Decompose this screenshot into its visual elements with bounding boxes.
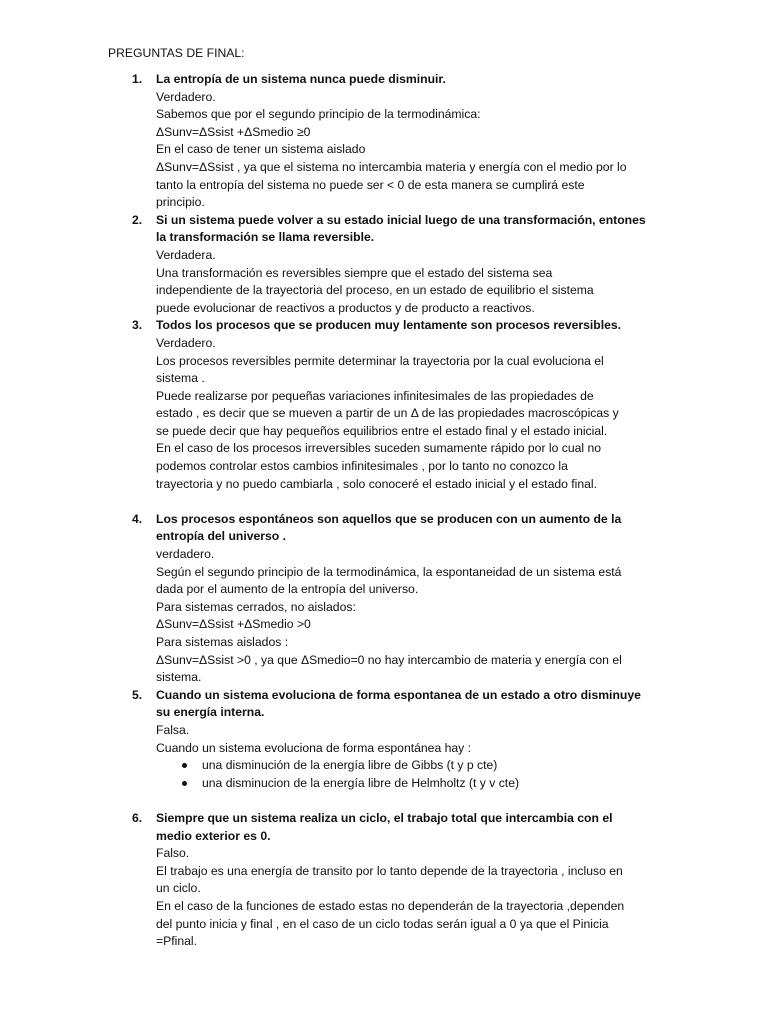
answer-line: El trabajo es una energía de transito por lo tanto depende de la trayectoria , incluso en bbox=[156, 863, 623, 878]
question-statement-line: Siempre que un sistema realiza un ciclo, el trabajo total que intercambia con el bbox=[156, 810, 613, 825]
question-number: 2. bbox=[132, 212, 143, 227]
bullet-item bbox=[156, 757, 668, 775]
answer-line: verdadero. bbox=[156, 547, 215, 562]
question-item bbox=[108, 810, 668, 951]
answer-line: independiente de la trayectoria del proceso, en un estado de equilibrio el sistema bbox=[156, 283, 594, 298]
answer-line: un ciclo. bbox=[156, 881, 201, 896]
answer-line: puede evolucionar de reactivos a productos y de producto a reactivos. bbox=[156, 300, 535, 315]
answer-line: Para sistemas aislados : bbox=[156, 635, 289, 649]
bullet-item bbox=[156, 775, 668, 793]
answer-line: ΔSunv=ΔSsist +ΔSmedio >0 bbox=[156, 617, 311, 632]
answer-line: ΔSunv=ΔSsist +ΔSmedio ≥0 bbox=[156, 124, 311, 139]
question-statement-line: La entropía de un sistema nunca puede disminuir. bbox=[156, 72, 446, 86]
bullet-dot-icon bbox=[182, 781, 187, 786]
answer-line: Según el segundo principio de la termodinámica, la espontaneidad de un sistema está bbox=[156, 564, 622, 579]
question-number: 1. bbox=[132, 72, 143, 86]
answer-line: Verdadero. bbox=[156, 89, 216, 104]
question-statement-line: Los procesos espontáneos son aquellos que se producen con un aumento de la bbox=[156, 511, 622, 526]
question-statement-line: Todos los procesos que se producen muy lentamente son procesos reversibles. bbox=[156, 318, 622, 333]
answer-line: tanto la entropía del sistema no puede ser < 0 de esta manera se cumplirá este bbox=[156, 177, 585, 192]
answer-line: Cuando un sistema evoluciona de forma espontánea hay : bbox=[156, 740, 472, 755]
question-number: 3. bbox=[132, 318, 143, 333]
question-statement-line: entropía del universo . bbox=[156, 529, 287, 544]
bullet-text: una disminución de la energía libre de Gibbs (t y p cte) bbox=[202, 758, 498, 773]
answer-line: estado , es decir que se mueven a partir de un Δ de las propiedades macroscópicas y bbox=[156, 406, 619, 421]
answer-line: dada por el aumento de la entropía del universo. bbox=[156, 582, 419, 597]
answer-line: Los procesos reversibles permite determinar la trayectoria por la cual evoluciona el bbox=[156, 353, 604, 368]
question-number: 4. bbox=[132, 511, 143, 526]
answer-line: En el caso de los procesos irreversibles suceden sumamente rápido por lo cual no bbox=[156, 441, 602, 456]
answer-line: principio. bbox=[156, 195, 205, 210]
answer-line: podemos controlar estos cambios infinitesimales , por lo tanto no conozco la bbox=[156, 459, 568, 474]
answer-line: trayectoria y no puedo cambiarla , solo conoceré el estado inicial y el estado final. bbox=[156, 476, 598, 491]
answer-line: Falsa. bbox=[156, 722, 190, 737]
answer-line: En el caso de la funciones de estado estas no dependerán de la trayectoria ,dependen bbox=[156, 898, 625, 913]
question-statement-line: medio exterior es 0. bbox=[156, 828, 271, 843]
question-item bbox=[108, 687, 668, 793]
answer-line: sistema . bbox=[156, 371, 205, 386]
answer-line: ΔSunv=ΔSsist , ya que el sistema no intercambia materia y energía con el medio por lo bbox=[156, 159, 627, 174]
answer-line: se puede decir que hay pequeños equilibrios entre el estado final y el estado inicial. bbox=[156, 423, 608, 438]
answer-line: En el caso de tener un sistema aislado bbox=[156, 142, 366, 157]
question-item bbox=[108, 317, 668, 493]
answer-line: sistema. bbox=[156, 670, 202, 685]
answer-line: Verdadera. bbox=[156, 247, 216, 262]
bullet-text: una disminucion de la energía libre de Helmholtz (t y v cte) bbox=[202, 775, 520, 790]
answer-line: del punto inicia y final , en el caso de un ciclo todas serán igual a 0 ya que el Pinicia bbox=[156, 916, 609, 931]
question-item bbox=[108, 511, 668, 687]
answer-line: Sabemos que por el segundo principio de la termodinámica: bbox=[156, 107, 481, 122]
bullet-dot-icon bbox=[182, 763, 187, 768]
question-statement-line: Si un sistema puede volver a su estado inicial luego de una transformación, entones bbox=[156, 212, 646, 227]
question-list bbox=[108, 71, 668, 951]
answer-line: Para sistemas cerrados, no aislados: bbox=[156, 599, 356, 614]
answer-line: Una transformación es reversibles siempre que el estado del sistema sea bbox=[156, 265, 553, 280]
question-statement-line: la transformación se llama reversible. bbox=[156, 230, 375, 245]
question-item bbox=[108, 212, 668, 318]
question-statement-line: Cuando un sistema evoluciona de forma espontanea de un estado a otro disminuye bbox=[156, 687, 641, 702]
question-number: 5. bbox=[132, 687, 143, 702]
page-title: PREGUNTAS DE FINAL: bbox=[108, 46, 245, 60]
answer-line: ΔSunv=ΔSsist >0 , ya que ΔSmedio=0 no hay intercambio de materia y energía con el bbox=[156, 652, 622, 667]
question-number: 6. bbox=[132, 810, 143, 825]
answer-line: Falso. bbox=[156, 846, 190, 861]
answer-line: Puede realizarse por pequeñas variaciones infinitesimales de las propiedades de bbox=[156, 388, 594, 403]
question-item bbox=[108, 71, 668, 212]
answer-line: Verdadero. bbox=[156, 335, 216, 350]
answer-line: =Pfinal. bbox=[156, 934, 197, 949]
question-statement-line: su energía interna. bbox=[156, 705, 265, 720]
